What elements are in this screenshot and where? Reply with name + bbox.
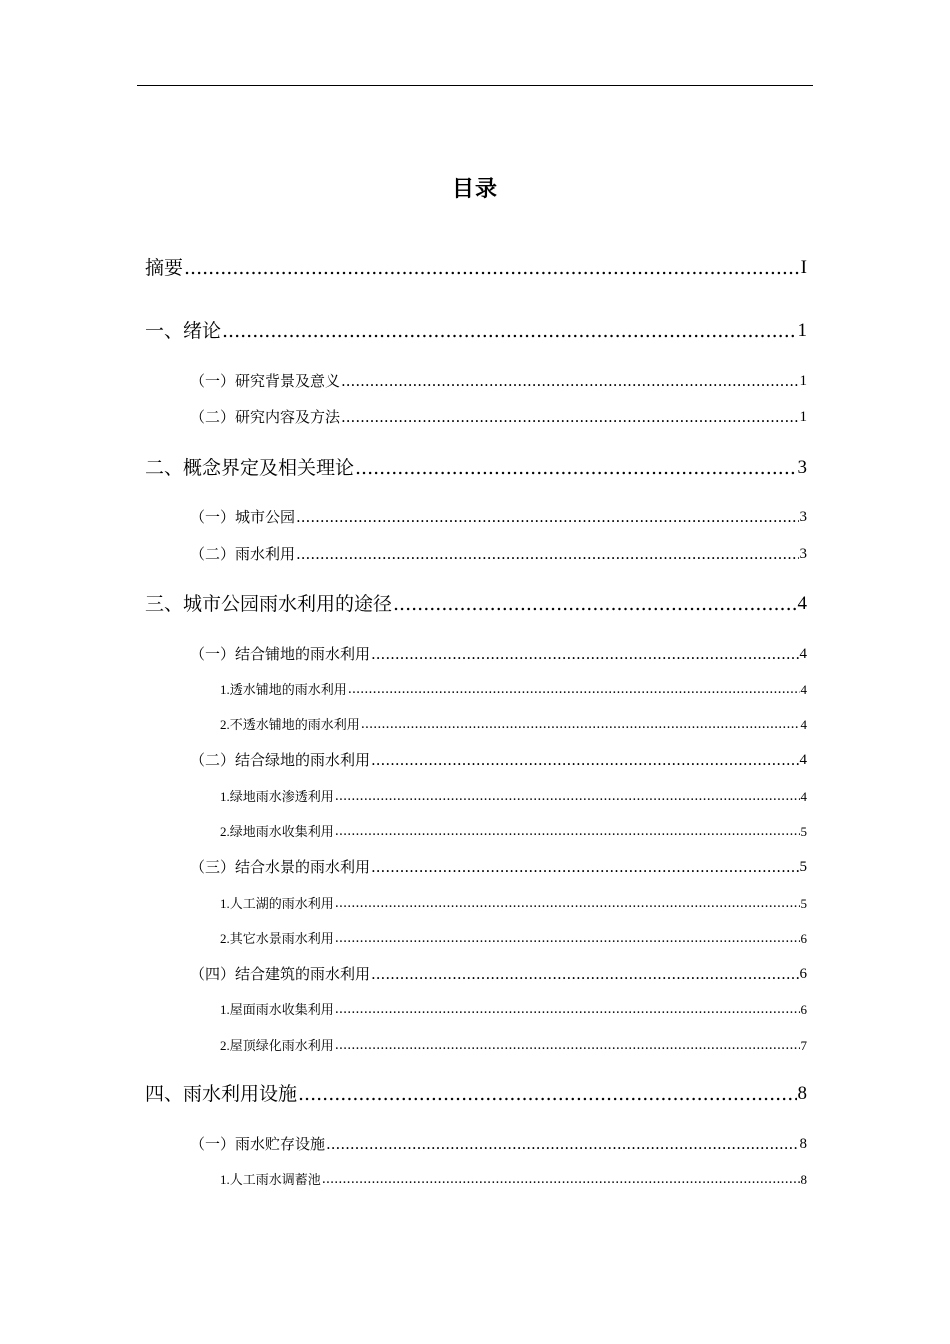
toc-entry-page: 5 xyxy=(799,859,807,875)
toc-entry-section[interactable] xyxy=(190,406,807,428)
toc-entry-section[interactable] xyxy=(190,749,807,771)
dot-leader xyxy=(335,894,800,914)
toc-entry-section[interactable] xyxy=(190,856,807,878)
toc-entry-chapter-1[interactable] xyxy=(145,317,807,345)
dot-leader xyxy=(335,787,800,807)
toc-entry-label: 2.绿地雨水收集利用 xyxy=(220,824,334,839)
toc-entry-label: （一）城市公园 xyxy=(190,508,296,526)
toc-entry-label: 1.人工湖的雨水利用 xyxy=(220,896,334,911)
toc-entry-page: 3 xyxy=(797,457,807,478)
toc-entry-page: 6 xyxy=(800,931,807,946)
toc-entry-subsection[interactable] xyxy=(220,1170,807,1190)
toc-entry-label: （一）结合铺地的雨水利用 xyxy=(190,645,371,663)
dot-leader xyxy=(361,715,800,735)
dot-leader xyxy=(335,929,800,949)
dot-leader xyxy=(371,963,798,985)
toc-entry-page: 8 xyxy=(797,1083,807,1104)
toc-entry-label: 二、概念界定及相关理论 xyxy=(145,457,355,479)
toc-entry-subsection[interactable] xyxy=(220,787,807,807)
dot-leader xyxy=(371,643,798,665)
dot-leader xyxy=(322,1170,800,1190)
dot-leader xyxy=(341,370,798,392)
toc-entry-chapter-2[interactable] xyxy=(145,454,807,482)
toc-entry-label: 2.不透水铺地的雨水利用 xyxy=(220,717,360,732)
dot-leader xyxy=(335,1036,800,1056)
toc-entry-chapter-3[interactable] xyxy=(145,590,807,618)
toc-entry-page: 3 xyxy=(799,546,807,562)
dot-leader xyxy=(371,856,798,878)
dot-leader xyxy=(184,254,800,282)
toc-entry-label: （二）雨水利用 xyxy=(190,545,296,563)
toc-entry-page: 6 xyxy=(800,1002,807,1017)
toc-entry-label: 2.其它水景雨水利用 xyxy=(220,931,334,946)
toc-entry-label: 四、雨水利用设施 xyxy=(145,1083,298,1105)
toc-entry-page: 7 xyxy=(800,1038,807,1053)
toc-entry-page: I xyxy=(800,257,807,278)
toc-entry-section[interactable] xyxy=(190,506,807,528)
toc-entry-label: （一）研究背景及意义 xyxy=(190,372,341,390)
dot-leader xyxy=(335,822,800,842)
toc-entry-section[interactable] xyxy=(190,370,807,392)
dot-leader xyxy=(326,1133,798,1155)
toc-entry-page: 8 xyxy=(800,1172,807,1187)
dot-leader xyxy=(371,749,798,771)
toc-entry-page: 6 xyxy=(799,966,807,982)
toc-entry-label: 1.屋面雨水收集利用 xyxy=(220,1002,334,1017)
toc-entry-label: （四）结合建筑的雨水利用 xyxy=(190,965,371,983)
toc-entry-page: 4 xyxy=(800,682,807,697)
toc-entry-subsection[interactable] xyxy=(220,680,807,700)
toc-entry-section[interactable] xyxy=(190,963,807,985)
toc-entry-page: 8 xyxy=(799,1136,807,1152)
dot-leader xyxy=(296,543,798,565)
toc-entry-page: 1 xyxy=(799,409,807,425)
dot-leader xyxy=(355,454,796,482)
toc-entry-label: 摘要 xyxy=(145,257,184,279)
toc-entry-label: 1.透水铺地的雨水利用 xyxy=(220,682,347,697)
header-rule xyxy=(137,85,813,86)
dot-leader xyxy=(222,317,796,345)
toc-entry-label: 三、城市公园雨水利用的途径 xyxy=(145,593,393,615)
dot-leader xyxy=(335,1000,800,1020)
toc-entry-page: 1 xyxy=(797,320,807,341)
dot-leader xyxy=(348,680,800,700)
toc-entry-page: 4 xyxy=(800,789,807,804)
toc-entry-label: （二）研究内容及方法 xyxy=(190,408,341,426)
toc-entry-label: 1.绿地雨水渗透利用 xyxy=(220,789,334,804)
toc-entry-subsection[interactable] xyxy=(220,894,807,914)
toc-entry-subsection[interactable] xyxy=(220,1000,807,1020)
toc-entry-label: 2.屋顶绿化雨水利用 xyxy=(220,1038,334,1053)
dot-leader xyxy=(296,506,798,528)
toc-entry-section[interactable] xyxy=(190,643,807,665)
toc-entry-page: 4 xyxy=(799,752,807,768)
toc-entry-page: 3 xyxy=(799,509,807,525)
toc-entry-label: （一）雨水贮存设施 xyxy=(190,1135,326,1153)
toc-entry-page: 1 xyxy=(799,373,807,389)
toc-entry-page: 5 xyxy=(800,824,807,839)
page-title: 目录 xyxy=(451,177,498,202)
toc-entry-page: 5 xyxy=(800,896,807,911)
toc-entry-label: 1.人工雨水调蓄池 xyxy=(220,1172,321,1187)
toc-entry-label: 一、绪论 xyxy=(145,320,222,342)
dot-leader xyxy=(393,590,796,618)
toc-entry-subsection[interactable] xyxy=(220,929,807,949)
dot-leader xyxy=(341,406,798,428)
toc-entry-page: 4 xyxy=(797,593,807,614)
toc-entry-subsection[interactable] xyxy=(220,715,807,735)
toc-entry-subsection[interactable] xyxy=(220,1036,807,1056)
toc-entry-page: 4 xyxy=(799,646,807,662)
toc-entry-section[interactable] xyxy=(190,1133,807,1155)
toc-entry-subsection[interactable] xyxy=(220,822,807,842)
toc-entry-label: （三）结合水景的雨水利用 xyxy=(190,858,371,876)
dot-leader xyxy=(298,1080,796,1108)
toc-entry-chapter-4[interactable] xyxy=(145,1080,807,1108)
toc-entry-section[interactable] xyxy=(190,543,807,565)
toc-entry-page: 4 xyxy=(800,717,807,732)
toc-entry-abstract[interactable] xyxy=(145,254,807,282)
toc-entry-label: （二）结合绿地的雨水利用 xyxy=(190,751,371,769)
